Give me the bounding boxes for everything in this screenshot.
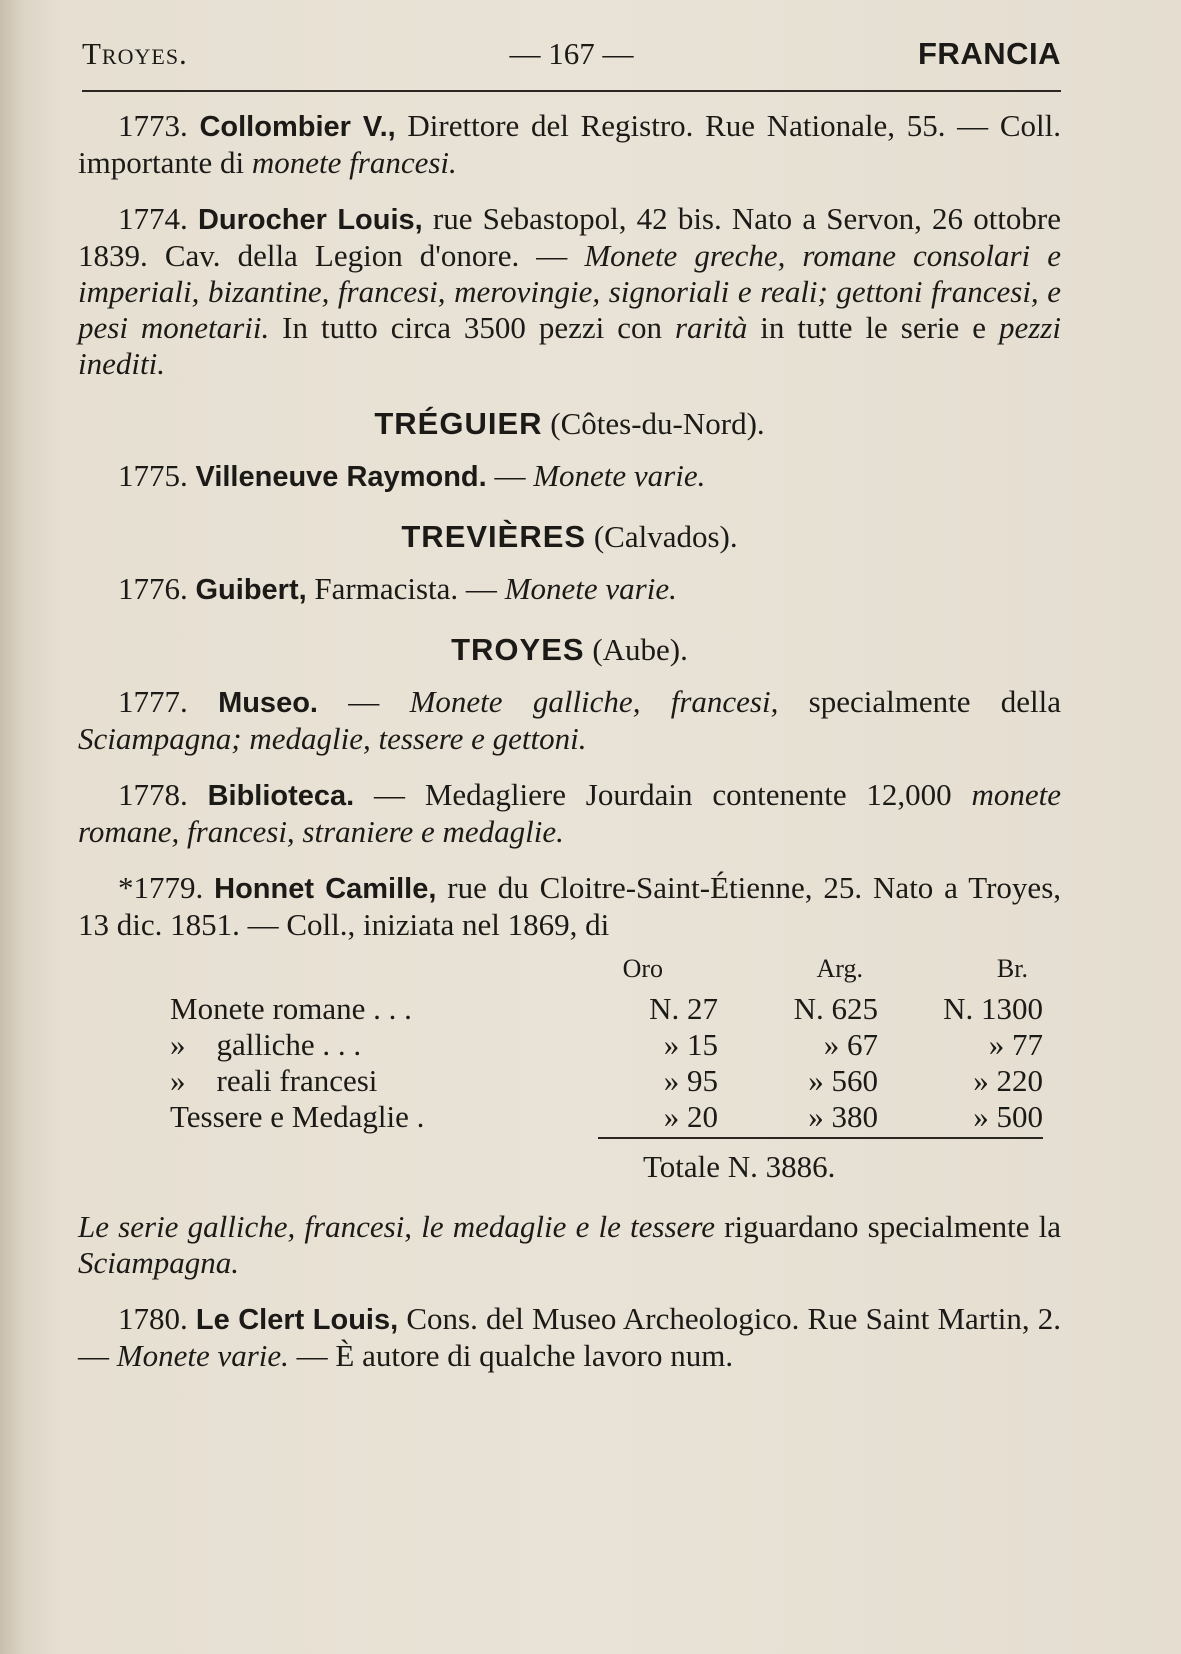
column-header: Arg. [816,954,863,983]
entry-1776 [78,571,1061,608]
entry-collection: monete francesi. [251,145,457,180]
entry-text: in tutte le serie e [747,310,999,345]
header-town: Troyes. [82,36,188,71]
town-heading-trevieres [78,519,1061,555]
entry-number: 1777. [118,684,188,719]
table-cell: » 500 [973,1099,1043,1134]
table-cell: » 95 [663,1063,718,1098]
town-name: TROYES [451,632,585,667]
collector-name: Biblioteca. [207,780,355,812]
entry-text: Direttore del Registro. Rue Nationale, 55. — Coll. importante di [78,108,1061,180]
entry-1775 [78,458,1061,495]
entry-text: rue Sebastopol, 42 bis. Nato a Servon, 26 ottobre 1839. Cav. della Legion d'onore. — [78,201,1062,273]
town-heading-treguier [78,406,1061,442]
entry-text: rue du Cloitre-Saint-Étienne, 25. Nato a Troyes, 13 dic. 1851. — Coll., iniziata nel 1869, di [78,870,1062,942]
entry-number: 1776. [118,571,188,606]
entry-collection: Monete varie. [504,571,677,606]
entry-1774 [78,201,1061,382]
entry-collection: Sciampagna; medaglie, tessere e gettoni. [78,721,587,756]
entry-collection: Monete varie. [533,458,706,493]
entry-collection: rarità [674,310,748,345]
entry-1773 [78,108,1061,181]
collector-name: Guibert, [195,574,307,606]
running-header [82,30,1061,80]
row-label: » reali francesi [170,1063,378,1098]
table-cell: » 67 [823,1027,878,1062]
entry-number: 1773. [118,108,188,143]
town-department: (Côtes-du-Nord). [550,406,765,441]
page-number: — 167 — [509,36,634,71]
collector-name: Durocher Louis, [197,204,423,236]
coin-table [78,951,1061,1191]
entry-text: — [486,458,534,493]
entry-number: 1775. [118,458,188,493]
town-name: TRÉGUIER [374,406,543,441]
town-name: TREVIÈRES [401,519,587,554]
header-country: FRANCIA [918,36,1061,71]
collector-name: Le Clert Louis, [195,1304,399,1336]
entry-text: Cons. del Museo Archeologico. Rue Saint Martin, 2. — [78,1301,1062,1373]
table-cell: » 15 [663,1027,718,1062]
collector-name: Museo. [218,687,318,719]
entry-text: specialmente della [778,684,1062,719]
table-row [78,991,1061,1027]
entry-number: 1778. [118,777,188,812]
table-cell: » 77 [988,1027,1043,1062]
entry-text: Farmacista. — [306,571,505,606]
note-text: riguardano specialmente la [715,1209,1061,1244]
table-total: Totale N. 3886. [643,1149,836,1184]
entry-number: 1774. [118,201,188,236]
table-cell: N. 625 [793,991,878,1026]
entry-collection: Monete galliche, francesi, [409,684,779,719]
town-department: (Aube). [592,632,688,667]
table-cell: » 560 [808,1063,878,1098]
entry-collection: Monete greche, romane consolari e imperiali, bizantine, francesi, merovingie, signoriali e reali; gettoni francesi, e pesi monetarii. [78,238,1061,345]
town-department: (Calvados). [593,519,738,554]
entry-text: — È autore di qualche lavoro num. [288,1338,734,1373]
entry-number: 1780. [118,1301,188,1336]
entry-1779 [78,870,1061,943]
page-body [78,108,1061,1394]
town-heading-troyes [78,632,1061,668]
column-header: Oro [622,954,663,983]
collector-name: Collombier V., [199,111,396,143]
table-row [78,1099,1061,1135]
table-cell: » 20 [663,1099,718,1134]
entry-1780 [78,1301,1061,1374]
column-header: Br. [996,954,1028,983]
row-label: Monete romane . . . [170,991,412,1026]
entry-collection: monete romane, francesi, straniere e medaglie. [78,777,1062,849]
row-label: » galliche . . . [170,1027,362,1062]
row-label: Tessere e Medaglie . [170,1099,425,1134]
table-cell: » 220 [973,1063,1043,1098]
collector-name: Villeneuve Raymond. [195,461,487,493]
entry-text: — [317,684,410,719]
table-row [78,1063,1061,1099]
table-cell: N. 1300 [943,991,1043,1026]
entry-number: *1779. [118,870,204,905]
entry-1777 [78,684,1061,757]
entry-collection: pezzi inediti. [78,310,1061,381]
collection-note [78,1209,1061,1281]
note-italic: Le serie galliche, francesi, le medaglie e le tessere [78,1209,715,1244]
table-header-row [78,951,1061,987]
table-cell: N. 27 [649,991,718,1026]
header-rule [82,90,1061,92]
note-italic: Sciampagna. [78,1245,240,1280]
entry-1778 [78,777,1061,850]
table-cell: » 380 [808,1099,878,1134]
entry-text: In tutto circa 3500 pezzi con [269,310,675,345]
entry-collection: Monete varie. [116,1338,289,1373]
table-row [78,1027,1061,1063]
collector-name: Honnet Camille, [214,873,437,905]
entry-text: — Medagliere Jourdain contenente 12,000 [354,777,972,812]
sum-rule [598,1137,1043,1139]
